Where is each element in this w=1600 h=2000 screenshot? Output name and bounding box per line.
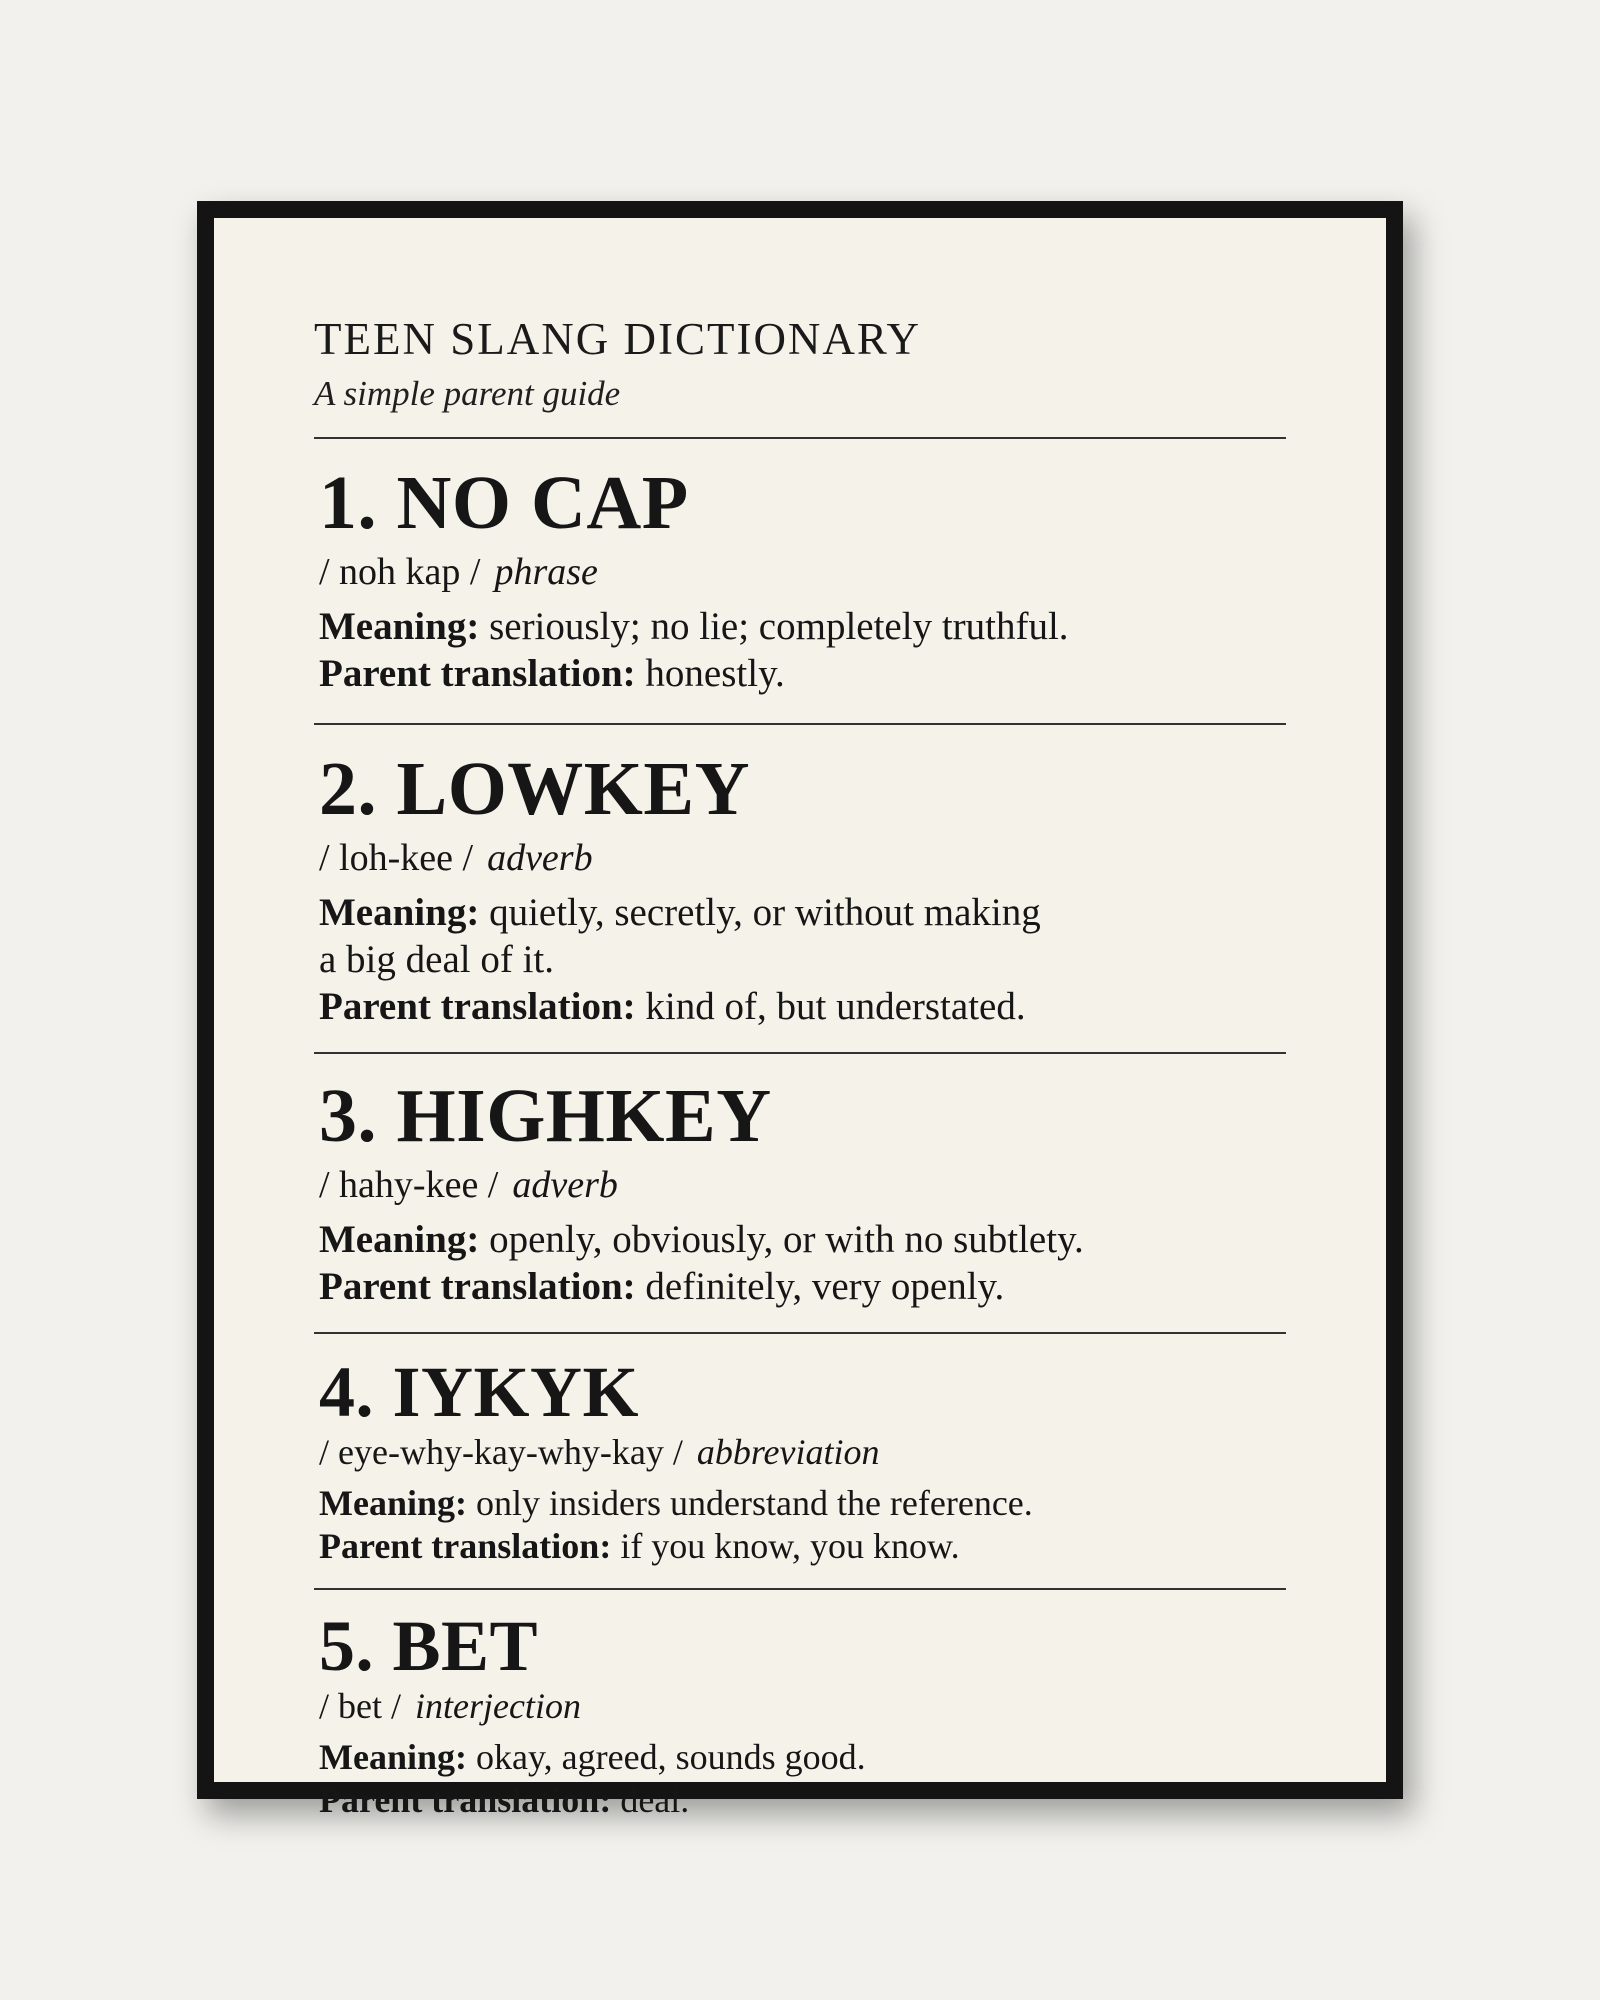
entry-pronunciation	[319, 839, 1286, 877]
entry-parent-translation	[319, 1525, 1286, 1568]
entry-lowkey	[314, 725, 1286, 1052]
dictionary-content	[314, 314, 1286, 1822]
page-title: TEEN SLANG DICTIONARY	[314, 314, 921, 364]
parent-translation-text: kind of, but understated.	[645, 985, 1026, 1028]
entry-parent-translation	[319, 983, 1286, 1030]
meaning-label: Meaning:	[319, 1483, 467, 1523]
entry-parent-translation	[319, 1779, 1286, 1822]
meaning-label: Meaning:	[319, 891, 480, 934]
entry-term: 4. IYKYK	[319, 1352, 640, 1432]
entry-parent-translation	[319, 1263, 1286, 1310]
entry-parent-translation	[319, 650, 1286, 697]
entry-meaning	[319, 1482, 1286, 1525]
pronunciation-text: / loh-kee /	[319, 837, 474, 879]
part-of-speech: phrase	[494, 551, 598, 593]
pronunciation-text: / noh kap /	[319, 551, 481, 593]
page-subtitle: A simple parent guide	[314, 374, 621, 413]
pronunciation-text: / bet /	[319, 1686, 401, 1726]
entry-meaning-continued: a big deal of it.	[319, 938, 555, 981]
part-of-speech: interjection	[414, 1686, 581, 1726]
parent-translation-text: definitely, very openly.	[645, 1265, 1005, 1308]
entry-meaning	[319, 603, 1286, 650]
entry-meaning	[319, 889, 1286, 936]
parent-translation-text: deal.	[620, 1780, 690, 1820]
entry-meaning	[319, 1216, 1286, 1263]
meaning-text: only insiders understand the reference.	[476, 1483, 1033, 1523]
parent-translation-label: Parent translation:	[319, 1780, 612, 1820]
parent-translation-label: Parent translation:	[319, 1526, 612, 1566]
meaning-label: Meaning:	[319, 1218, 480, 1261]
meaning-text: seriously; no lie; completely truthful.	[489, 605, 1069, 648]
entry-term: 2. LOWKEY	[319, 747, 750, 831]
parent-translation-label: Parent translation:	[319, 985, 636, 1028]
entry-pronunciation	[319, 1434, 1286, 1470]
entry-pronunciation	[319, 1688, 1286, 1724]
part-of-speech: abbreviation	[696, 1432, 880, 1472]
part-of-speech: adverb	[512, 1164, 618, 1206]
parent-translation-label: Parent translation:	[319, 652, 636, 695]
entry-bet	[314, 1590, 1286, 1822]
meaning-text: openly, obviously, or with no subtlety.	[489, 1218, 1084, 1261]
entry-term: 3. HIGHKEY	[319, 1074, 772, 1158]
poster-paper	[214, 218, 1386, 1820]
parent-translation-label: Parent translation:	[319, 1265, 636, 1308]
entry-pronunciation	[319, 553, 1286, 591]
entry-term: 5. BET	[319, 1606, 539, 1686]
meaning-text: okay, agreed, sounds good.	[476, 1737, 866, 1777]
parent-translation-text: if you know, you know.	[620, 1526, 960, 1566]
entry-pronunciation	[319, 1166, 1286, 1204]
entry-iykyk	[314, 1334, 1286, 1588]
part-of-speech: adverb	[487, 837, 593, 879]
pronunciation-text: / eye-why-kay-why-kay /	[319, 1432, 683, 1472]
pronunciation-text: / hahy-kee /	[319, 1164, 499, 1206]
poster-frame	[197, 201, 1403, 1820]
entry-no-cap	[314, 439, 1286, 723]
entry-meaning	[319, 1736, 1286, 1779]
entry-term: 1. NO CAP	[319, 461, 689, 545]
meaning-text: quietly, secretly, or without making	[489, 891, 1041, 934]
meaning-label: Meaning:	[319, 1737, 467, 1777]
entry-highkey	[314, 1054, 1286, 1332]
meaning-label: Meaning:	[319, 605, 480, 648]
parent-translation-text: honestly.	[645, 652, 785, 695]
